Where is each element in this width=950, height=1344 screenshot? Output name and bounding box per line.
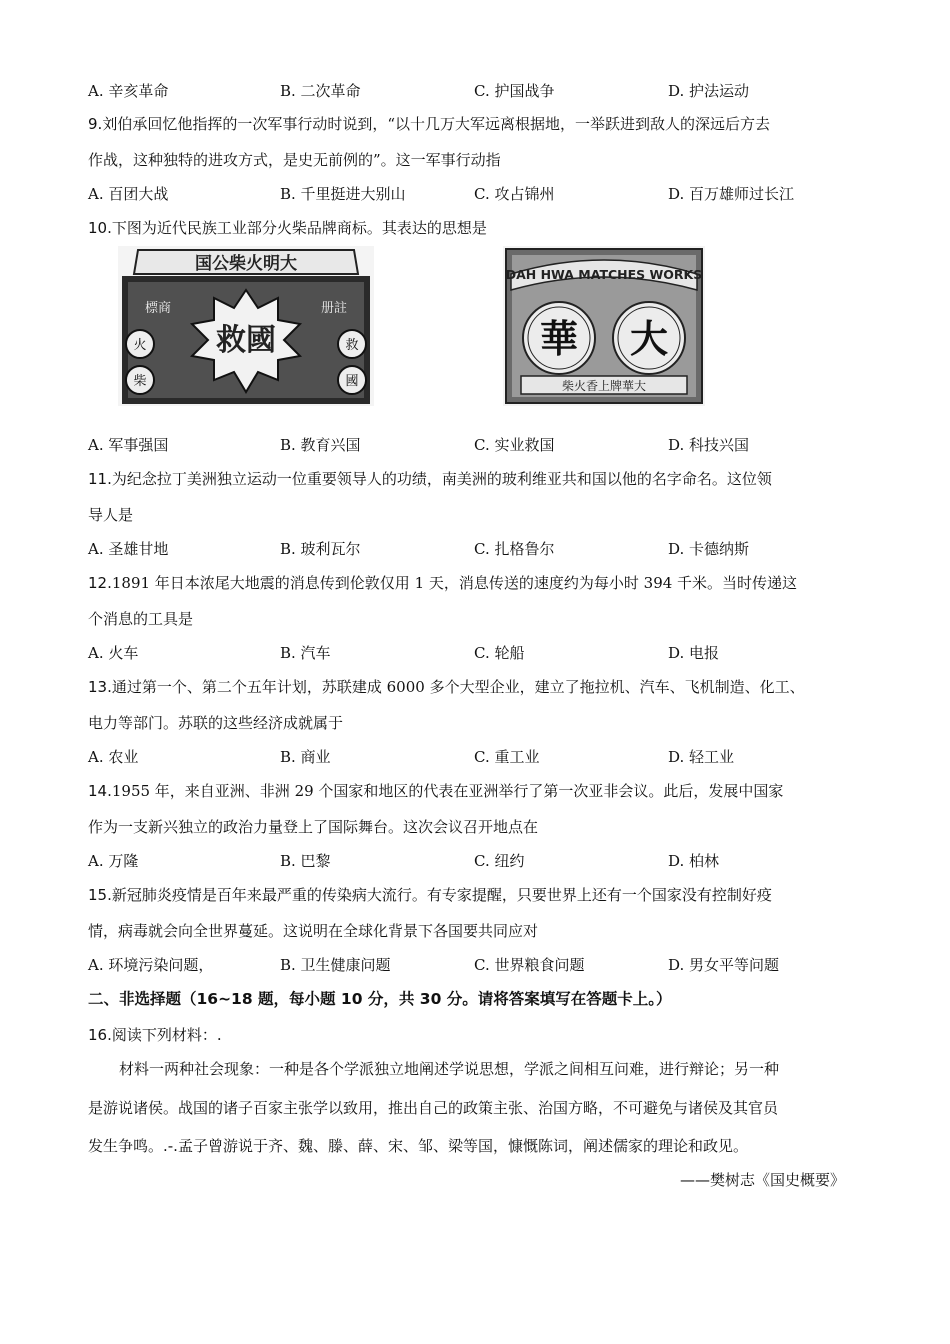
q12-option-c[interactable]: C. 轮船 [474, 644, 525, 662]
q15-text-1: 新冠肺炎疫情是百年来最严重的传染病大流行。有专家提醒，只要世界上还有一个国家没有控制好疫 [111, 886, 772, 904]
q16-intro-text: 阅读下列材料：. [111, 1026, 222, 1044]
label1-center-text: 救國 [216, 323, 276, 358]
q14-option-c[interactable]: C. 纽约 [474, 852, 525, 870]
q13-stem-line2: 电力等部门。苏联的这些经济成就属于 [88, 714, 344, 732]
q11-option-d[interactable]: D. 卡德纳斯 [668, 540, 750, 558]
q11-stem-line1 [88, 469, 772, 489]
q15-option-a[interactable]: A. 环境污染问题， [88, 956, 214, 974]
q12-text-1: 1891 年日本浓尾大地震的消息传到伦敦仅用 1 天，消息传送的速度约为每小时 394 千米。当时传递这 [111, 574, 798, 592]
label1-left-circle-1: 火 [133, 338, 147, 353]
q9-option-c[interactable]: C. 攻占锦州 [474, 185, 555, 203]
q16-number: 16. [88, 1026, 112, 1044]
q11-option-a[interactable]: A. 圣雄甘地 [88, 540, 169, 558]
q10-text-1: 下图为近代民族工业部分火柴品牌商标。其表达的思想是 [111, 219, 487, 237]
q9-text-1: 刘伯承回忆他指挥的一次军事行动时说到，“以十几万大军远离根据地，一举跃进到敌人的深远后方去 [102, 115, 770, 133]
q14-stem-line2: 作为一支新兴独立的政治力量登上了国际舞台。这次会议召开地点在 [88, 818, 539, 836]
q16-intro [88, 1025, 222, 1045]
q15-stem-line1 [88, 885, 772, 905]
label2-bottom-banner: 柴火香上牌華大 [561, 379, 647, 393]
q14-options [88, 851, 888, 871]
q10-option-d[interactable]: D. 科技兴国 [668, 436, 750, 454]
q13-option-b[interactable]: B. 商业 [280, 748, 331, 766]
q12-option-a[interactable]: A. 火车 [88, 644, 139, 662]
q9-option-d[interactable]: D. 百万雄师过长江 [668, 185, 795, 203]
label2-top-banner: DAH HWA MATCHES WORKS [505, 267, 703, 282]
q8-option-b[interactable]: B. 二次革命 [280, 82, 361, 100]
q9-option-b[interactable]: B. 千里挺进大别山 [280, 185, 406, 203]
q10-number: 10. [88, 219, 112, 237]
q9-option-a[interactable]: A. 百团大战 [88, 185, 169, 203]
q13-stem-line1 [88, 677, 805, 697]
section2-heading: 二、非选择题（16~18 题，每小题 10 分，共 30 分。请将答案填写在答题卡上。） [88, 990, 672, 1008]
q8-option-a[interactable]: A. 辛亥革命 [88, 82, 169, 100]
q10-option-a[interactable]: A. 军事强国 [88, 436, 169, 454]
q11-stem-line2: 导人是 [88, 506, 134, 524]
q15-stem-line2: 情，病毒就会向全世界蔓延。这说明在全球化背景下各国要共同应对 [88, 922, 539, 940]
q11-option-b[interactable]: B. 玻利瓦尔 [280, 540, 361, 558]
q11-number: 11. [88, 470, 112, 488]
q8-option-c[interactable]: C. 护国战争 [474, 82, 555, 100]
q9-options [88, 184, 888, 204]
q16-source: ——樊树志《国史概要》 [680, 1171, 846, 1189]
label2-circle-left: 華 [539, 317, 579, 361]
q14-option-b[interactable]: B. 巴黎 [280, 852, 331, 870]
q13-number: 13. [88, 678, 112, 696]
label1-right-circle-2: 國 [345, 374, 359, 389]
label1-right-text: 册註 [320, 301, 348, 316]
q8-option-d[interactable]: D. 护法运动 [668, 82, 750, 100]
matchbox-label-jiuguo [118, 246, 374, 406]
q14-number: 14. [88, 782, 112, 800]
label2-circle-right: 大 [629, 317, 669, 361]
label1-top-banner: 国公柴火明大 [195, 254, 297, 274]
q12-stem-line1 [88, 573, 797, 593]
q10-option-b[interactable]: B. 教育兴国 [280, 436, 361, 454]
q13-option-d[interactable]: D. 轻工业 [668, 748, 735, 766]
label1-left-circle-2: 柴 [133, 374, 147, 389]
q15-options [88, 955, 888, 975]
q14-stem-line1 [88, 781, 783, 801]
q13-options [88, 747, 888, 767]
q9-stem-line2: 作战，这种独特的进攻方式，是史无前例的”。这一军事行动指 [88, 151, 501, 169]
q15-option-c[interactable]: C. 世界粮食问题 [474, 956, 585, 974]
q9-stem-line1 [88, 114, 770, 134]
q16-material-line3: 发生争鸣。.-.孟子曾游说于齐、魏、滕、薛、宋、邹、梁等国，慷慨陈词，阐述儒家的理论和政见。 [88, 1137, 748, 1155]
q15-option-b[interactable]: B. 卫生健康问题 [280, 956, 391, 974]
q15-number: 15. [88, 886, 112, 904]
q14-text-1: 1955 年，来自亚洲、非洲 29 个国家和地区的代表在亚洲举行了第一次亚非会议。此后，发展中国家 [111, 782, 784, 800]
label1-left-text: 標商 [144, 301, 172, 316]
q14-option-d[interactable]: D. 柏林 [668, 852, 720, 870]
q12-number: 12. [88, 574, 112, 592]
q16-material-line1: 材料一两种社会现象：一种是各个学派独立地阐述学说思想，学派之间相互问难，进行辩论；另一种 [119, 1060, 780, 1078]
matchbox-label-dahua [503, 246, 705, 406]
q10-option-c[interactable]: C. 实业救国 [474, 436, 555, 454]
label1-right-circle-1: 救 [345, 338, 359, 353]
q10-stem-line1 [88, 218, 487, 238]
q13-text-1: 通过第一个、第二个五年计划，苏联建成 6000 多个大型企业，建立了拖拉机、汽车、飞机制造、化工、 [111, 678, 805, 696]
q13-option-a[interactable]: A. 农业 [88, 748, 139, 766]
q11-option-c[interactable]: C. 扎格鲁尔 [474, 540, 555, 558]
q9-number: 9. [88, 115, 103, 133]
q16-material-line2: 是游说诸侯。战国的诸子百家主张学以致用，推出自己的政策主张、治国方略，不可避免与诸侯及其官员 [88, 1099, 779, 1117]
q12-option-d[interactable]: D. 电报 [668, 644, 720, 662]
q8-options [88, 81, 888, 101]
q14-option-a[interactable]: A. 万隆 [88, 852, 139, 870]
q11-options [88, 539, 888, 559]
q12-options [88, 643, 888, 663]
q10-options [88, 435, 888, 455]
q11-text-1: 为纪念拉丁美洲独立运动一位重要领导人的功绩，南美洲的玻利维亚共和国以他的名字命名。这位领 [111, 470, 772, 488]
q12-stem-line2: 个消息的工具是 [88, 610, 194, 628]
q15-option-d[interactable]: D. 男女平等问题 [668, 956, 780, 974]
q13-option-c[interactable]: C. 重工业 [474, 748, 540, 766]
q12-option-b[interactable]: B. 汽车 [280, 644, 331, 662]
